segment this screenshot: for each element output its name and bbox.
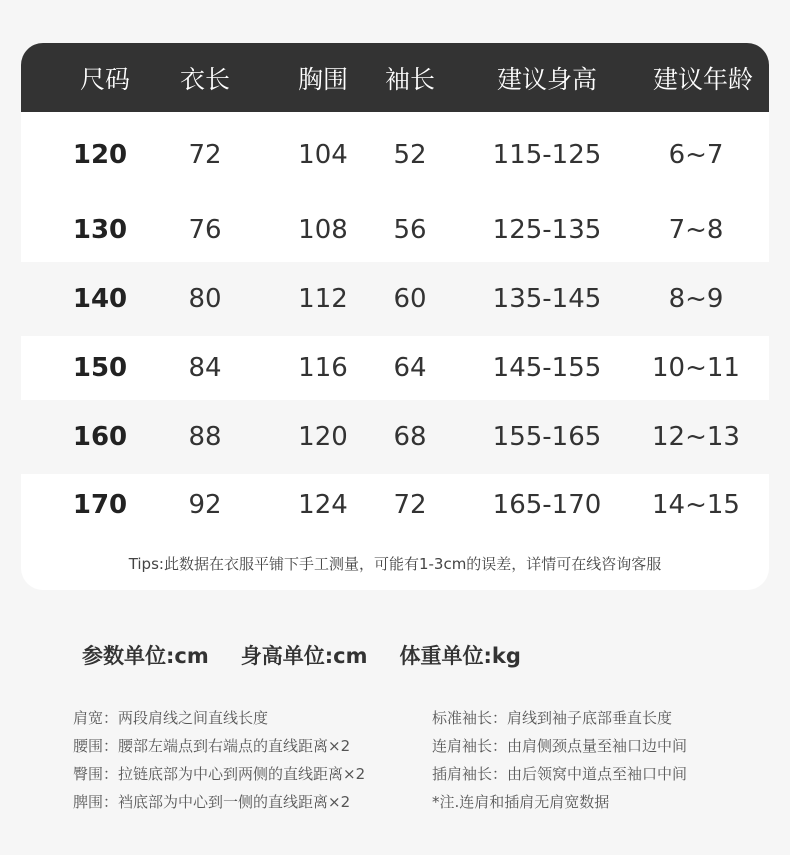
- table-row: [21, 198, 769, 262]
- note-standard-sleeve: 标准袖长：肩线到袖子底部垂直长度: [432, 709, 673, 727]
- cell-sleeve: 72: [393, 490, 427, 520]
- cell-age: 10~11: [652, 353, 740, 383]
- cell-height: 115-125: [492, 140, 602, 170]
- header-size: 尺码: [79, 64, 130, 94]
- note-dropped-sleeve: 连肩袖长：由肩侧颈点量至袖口边中间: [432, 737, 688, 755]
- cell-size: 120: [72, 140, 128, 170]
- cell-length: 80: [188, 284, 222, 314]
- header-age: 建议年龄: [652, 64, 753, 94]
- measurement-notes-right: [432, 704, 687, 816]
- note-thigh: 脾围：裆底部为中心到一侧的直线距离×2: [73, 793, 351, 811]
- cell-size: 150: [72, 353, 128, 383]
- note-waist: 腰围：腰部左端点到右端点的直线距离×2: [73, 737, 351, 755]
- table-row: [21, 112, 769, 198]
- cell-length: 76: [188, 215, 222, 245]
- cell-age: 7~8: [668, 215, 724, 245]
- cell-age: 12~13: [652, 422, 740, 452]
- measurement-tips: Tips:此数据在衣服平铺下手工测量，可能有1-3cm的误差，详情可在线咨询客服: [128, 554, 662, 573]
- cell-sleeve: 56: [393, 215, 427, 245]
- table-row: [21, 262, 769, 336]
- cell-age: 8~9: [668, 284, 724, 314]
- table-header: [21, 43, 769, 112]
- note-shoulder-width: 肩宽：两段肩线之间直线长度: [73, 709, 269, 727]
- cell-size: 160: [72, 422, 128, 452]
- measurement-notes-left: [73, 704, 365, 816]
- weight-unit: 体重单位:kg: [399, 644, 521, 668]
- cell-length: 84: [188, 353, 222, 383]
- header-length: 衣长: [179, 64, 230, 94]
- cell-age: 14~15: [652, 490, 740, 520]
- note-raglan-sleeve: 插肩袖长：由后领窝中道点至袖口中间: [432, 765, 688, 783]
- cell-chest: 116: [298, 353, 348, 383]
- table-row: [21, 400, 769, 474]
- size-chart-card: [21, 43, 769, 590]
- units-line: [82, 640, 553, 670]
- cell-length: 88: [188, 422, 222, 452]
- parameter-unit: 参数单位:cm: [82, 644, 209, 668]
- note-footnote: *注.连肩和插肩无肩宽数据: [432, 793, 610, 811]
- cell-size: 140: [72, 284, 128, 314]
- cell-size: 130: [72, 215, 128, 245]
- cell-chest: 104: [298, 140, 348, 170]
- height-unit: 身高单位:cm: [240, 644, 368, 668]
- cell-sleeve: 52: [393, 140, 427, 170]
- cell-sleeve: 60: [393, 284, 427, 314]
- cell-height: 125-135: [492, 215, 602, 245]
- cell-height: 135-145: [492, 284, 602, 314]
- table-row: [21, 474, 769, 536]
- cell-length: 92: [188, 490, 222, 520]
- cell-chest: 108: [298, 215, 348, 245]
- header-height: 建议身高: [496, 64, 597, 94]
- cell-length: 72: [188, 140, 222, 170]
- cell-chest: 120: [298, 422, 348, 452]
- cell-age: 6~7: [668, 140, 724, 170]
- cell-height: 155-165: [492, 422, 602, 452]
- cell-size: 170: [72, 490, 128, 520]
- header-sleeve: 袖长: [384, 64, 435, 94]
- cell-sleeve: 64: [393, 353, 427, 383]
- cell-height: 165-170: [492, 490, 602, 520]
- header-chest: 胸围: [297, 64, 348, 94]
- note-hip: 臀围：拉链底部为中心到两侧的直线距离×2: [73, 765, 366, 783]
- table-row: [21, 336, 769, 400]
- cell-chest: 124: [298, 490, 348, 520]
- cell-height: 145-155: [492, 353, 602, 383]
- cell-chest: 112: [298, 284, 348, 314]
- cell-sleeve: 68: [393, 422, 427, 452]
